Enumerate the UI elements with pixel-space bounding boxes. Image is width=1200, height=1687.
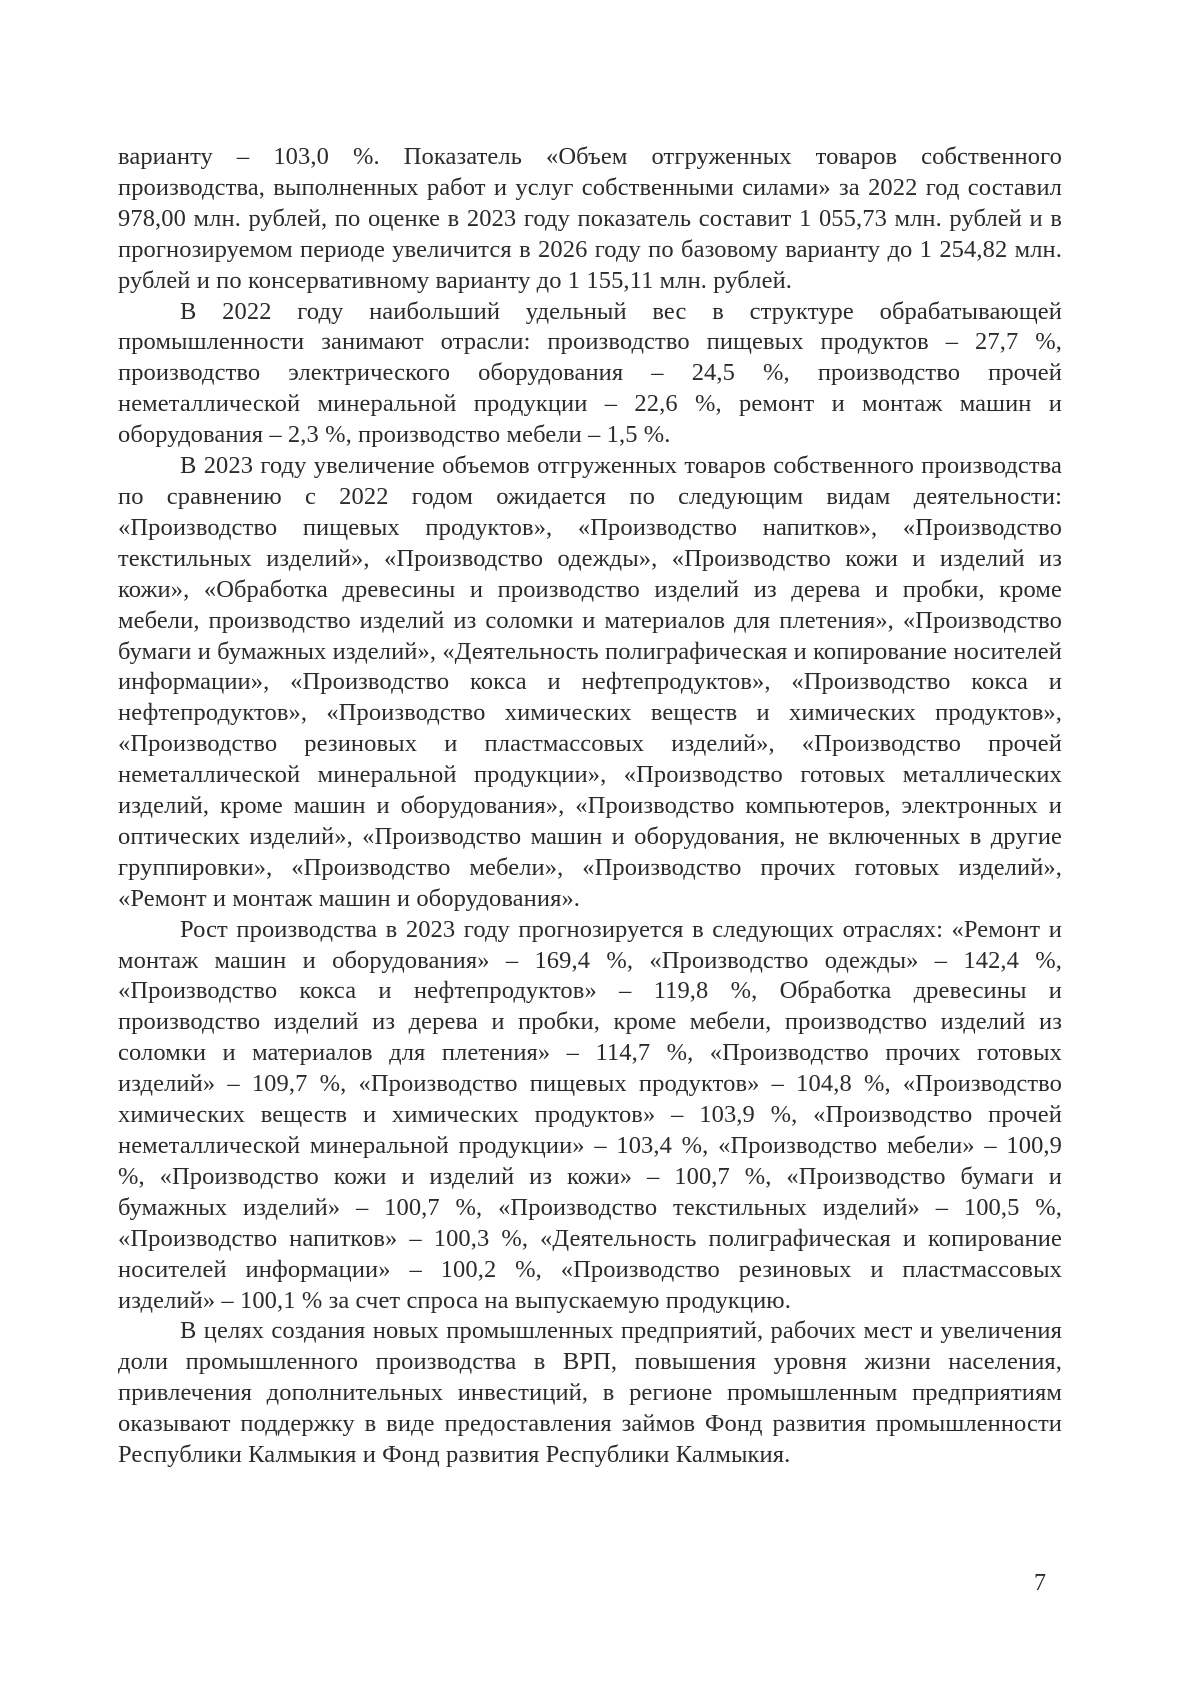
document-body <box>118 142 1062 1471</box>
paragraph-1: варианту – 103,0 %. Показатель «Объем отгруженных товаров собственного производства, выполненных работ и услуг собственными силами» за 2022 год составил 978,00 млн. рублей, по оценке в 2023 году показатель составит 1 055,73 млн. рублей и в прогнозируемом периоде увеличится в 2026 году по базовому варианту до 1 254,82 млн. рублей и по консервативному варианту до 1 155,11 млн. рублей. <box>118 143 1062 294</box>
paragraph-4: Рост производства в 2023 году прогнозируется в следующих отраслях: «Ремонт и монтаж машин и оборудования» – 169,4 %, «Производство одежды» – 142,4 %, «Производство кокса и нефтепродуктов» – 119,8 %, Обработка древесины и производство изделий из дерева и пробки, кроме мебели, производство изделий из соломки и материалов для плетения» – 114,7 %, «Производство прочих готовых изделий» – 109,7 %, «Производство пищевых продуктов» – 104,8 %, «Производство химических веществ и химических продуктов» – 103,9 %, «Производство прочей неметаллической минеральной продукции» – 103,4 %, «Производство мебели» – 100,9 %, «Производство кожи и изделий из кожи» – 100,7 %, «Производство бумаги и бумажных изделий» – 100,7 %, «Производство текстильных изделий» – 100,5 %, «Производство напитков» – 100,3 %, «Деятельность полиграфическая и копирование носителей информации» – 100,2 %, «Производство резиновых и пластмассовых изделий» – 100,1 % за счет спроса на выпускаемую продукцию. <box>118 915 1062 1314</box>
paragraph-5: В целях создания новых промышленных предприятий, рабочих мест и увеличения доли промышленного производства в ВРП, повышения уровня жизни населения, привлечения дополнительных инвестиций, в регионе промышленным предприятиям оказывают поддержку в виде предоставления займов Фонд развития промышленности Республики Калмыкия и Фонд развития Республики Калмыкия. <box>118 1317 1062 1469</box>
paragraph-2: В 2022 году наибольший удельный вес в структуре обрабатывающей промышленности занимают отрасли: производство пищевых продуктов – 27,7 %, производство электрического оборудования – 24,5 %, производство прочей неметаллической минеральной продукции – 22,6 %, ремонт и монтаж машин и оборудования – 2,3 %, производство мебели – 1,5 %. <box>118 297 1062 449</box>
page-number: 7 <box>1034 1570 1046 1596</box>
paragraph-3: В 2023 году увеличение объемов отгруженных товаров собственного производства по сравнению с 2022 годом ожидается по следующим видам деятельности: «Производство пищевых продуктов», «Производство напитков», «Производство текстильных изделий», «Производство одежды», «Производство кожи и изделий из кожи», «Обработка древесины и производство изделий из дерева и пробки, кроме мебели, производство изделий из соломки и материалов для плетения», «Производство бумаги и бумажных изделий», «Деятельность полиграфическая и копирование носителей информации», «Производство кокса и нефтепродуктов», «Производство кокса и нефтепродуктов», «Производство химических веществ и химических продуктов», «Производство резиновых и пластмассовых изделий», «Производство прочей неметаллической минеральной продукции», «Производство готовых металлических изделий, кроме машин и оборудования», «Производство компьютеров, электронных и оптических изделий», «Производство машин и оборудования, не включенных в другие группировки», «Производство мебели», «Производство прочих готовых изделий», «Ремонт и монтаж машин и оборудования». <box>118 452 1062 912</box>
